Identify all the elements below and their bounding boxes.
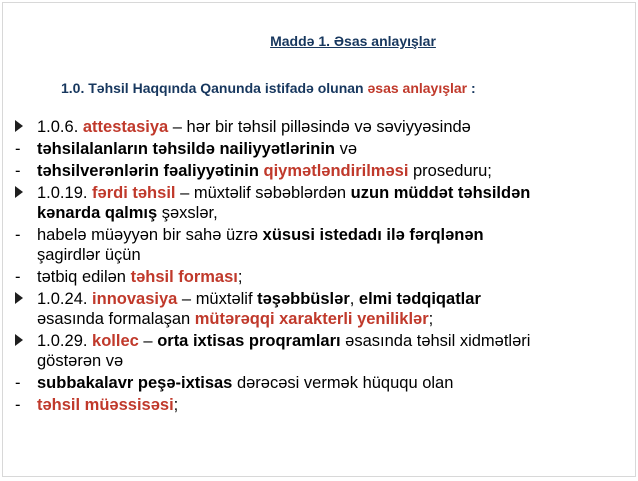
definition-bold-text: təhsilverənlərin fəaliyyətinin (37, 162, 264, 180)
definition-text: tətbiq edilən (37, 268, 131, 286)
definition-text: şagirdlər üçün (37, 246, 141, 264)
list-item-dash (15, 267, 625, 287)
list-item-innovasiya (15, 289, 625, 329)
definition-text: və (335, 140, 358, 158)
definition-text: – hər bir təhsil pilləsində və səviyyəsində (168, 118, 471, 136)
item-number: 1.0.19. (37, 184, 93, 202)
definition-bold-text: kənarda qalmış (37, 204, 158, 222)
list-item-dash (15, 373, 625, 393)
list-item-ferdi-tehsil (15, 183, 625, 223)
term-ferdi-tehsil: fərdi təhsil (92, 184, 176, 202)
term-qiymetlendirilmesi: qiymətləndirilməsi (263, 162, 409, 180)
item-number: 1.0.24. (37, 290, 93, 308)
definition-bold-text: təşəbbüslər (257, 290, 350, 308)
list-item-dash (15, 225, 625, 265)
definition-text: şəxslər, (157, 204, 218, 222)
list-item-attestasiya (15, 117, 625, 137)
term-tehsil-muessisesi: təhsil müəssisəsi (37, 396, 174, 414)
slide-subtitle (61, 80, 476, 96)
bullet-diamond-icon (15, 289, 33, 309)
bullet-diamond-icon (15, 331, 33, 351)
definition-text: ; (237, 268, 243, 286)
term-tehsil-formasi: təhsil forması (130, 268, 238, 286)
term-muterəqqi-yenilikler: mütərəqqi xarakterli yeniliklər (194, 310, 429, 328)
term-kollec: kollec (92, 332, 139, 350)
definitions-list (15, 117, 625, 417)
slide-title (3, 33, 635, 49)
item-number: 1.0.29. (37, 332, 93, 350)
subtitle-highlight: əsas anlayışlar (367, 80, 468, 96)
definition-bold-text: təhsilalanların təhsildə nailiyyətlərinin (37, 140, 336, 158)
bullet-diamond-icon (15, 117, 33, 137)
bullet-dash: - (15, 396, 21, 414)
definition-text: ; (173, 396, 179, 414)
bullet-dash: - (15, 268, 21, 286)
bullet-diamond-icon (15, 183, 33, 203)
definition-bold-text: subbakalavr peşə-ixtisas (37, 374, 233, 392)
definition-bold-text: uzun müddət təhsildən (350, 184, 531, 202)
slide (2, 2, 636, 477)
list-item-dash (15, 139, 625, 159)
definition-bold-text: xüsusi istedadı ilə fərqlənən (262, 226, 484, 244)
bullet-dash: - (15, 226, 21, 244)
definition-text: göstərən və (37, 352, 124, 370)
definition-bold-text: orta ixtisas proqramları (157, 332, 341, 350)
term-attestasiya: attestasiya (82, 118, 169, 136)
definition-text: proseduru; (408, 162, 492, 180)
bullet-dash: - (15, 140, 21, 158)
definition-bold-text: elmi tədqiqatlar (358, 290, 481, 308)
item-number: 1.0.6. (37, 118, 83, 136)
list-item-dash (15, 161, 625, 181)
subtitle-suffix: : (467, 80, 476, 96)
list-item-kollec (15, 331, 625, 371)
definition-text: – (138, 332, 158, 350)
list-item-dash (15, 395, 625, 415)
definition-text: – müxtəlif (177, 290, 258, 308)
bullet-dash: - (15, 162, 21, 180)
definition-text: – müxtəlif səbəblərdən (175, 184, 351, 202)
definition-text: əsasında təhsil xidmətləri (340, 332, 531, 350)
definition-text: , (349, 290, 359, 308)
slide-title-text: Maddə 1. Əsas anlayışlar (270, 33, 436, 49)
definition-text: əsasında formalaşan (37, 310, 195, 328)
term-innovasiya: innovasiya (92, 290, 178, 308)
subtitle-prefix: 1.0. Təhsil Haqqında Qanunda istifadə olunan (61, 80, 368, 96)
bullet-dash: - (15, 374, 21, 392)
definition-text: ; (428, 310, 434, 328)
definition-text: habelə müəyyən bir sahə üzrə (37, 226, 263, 244)
definition-text: dərəcəsi vermək hüququ olan (232, 374, 454, 392)
